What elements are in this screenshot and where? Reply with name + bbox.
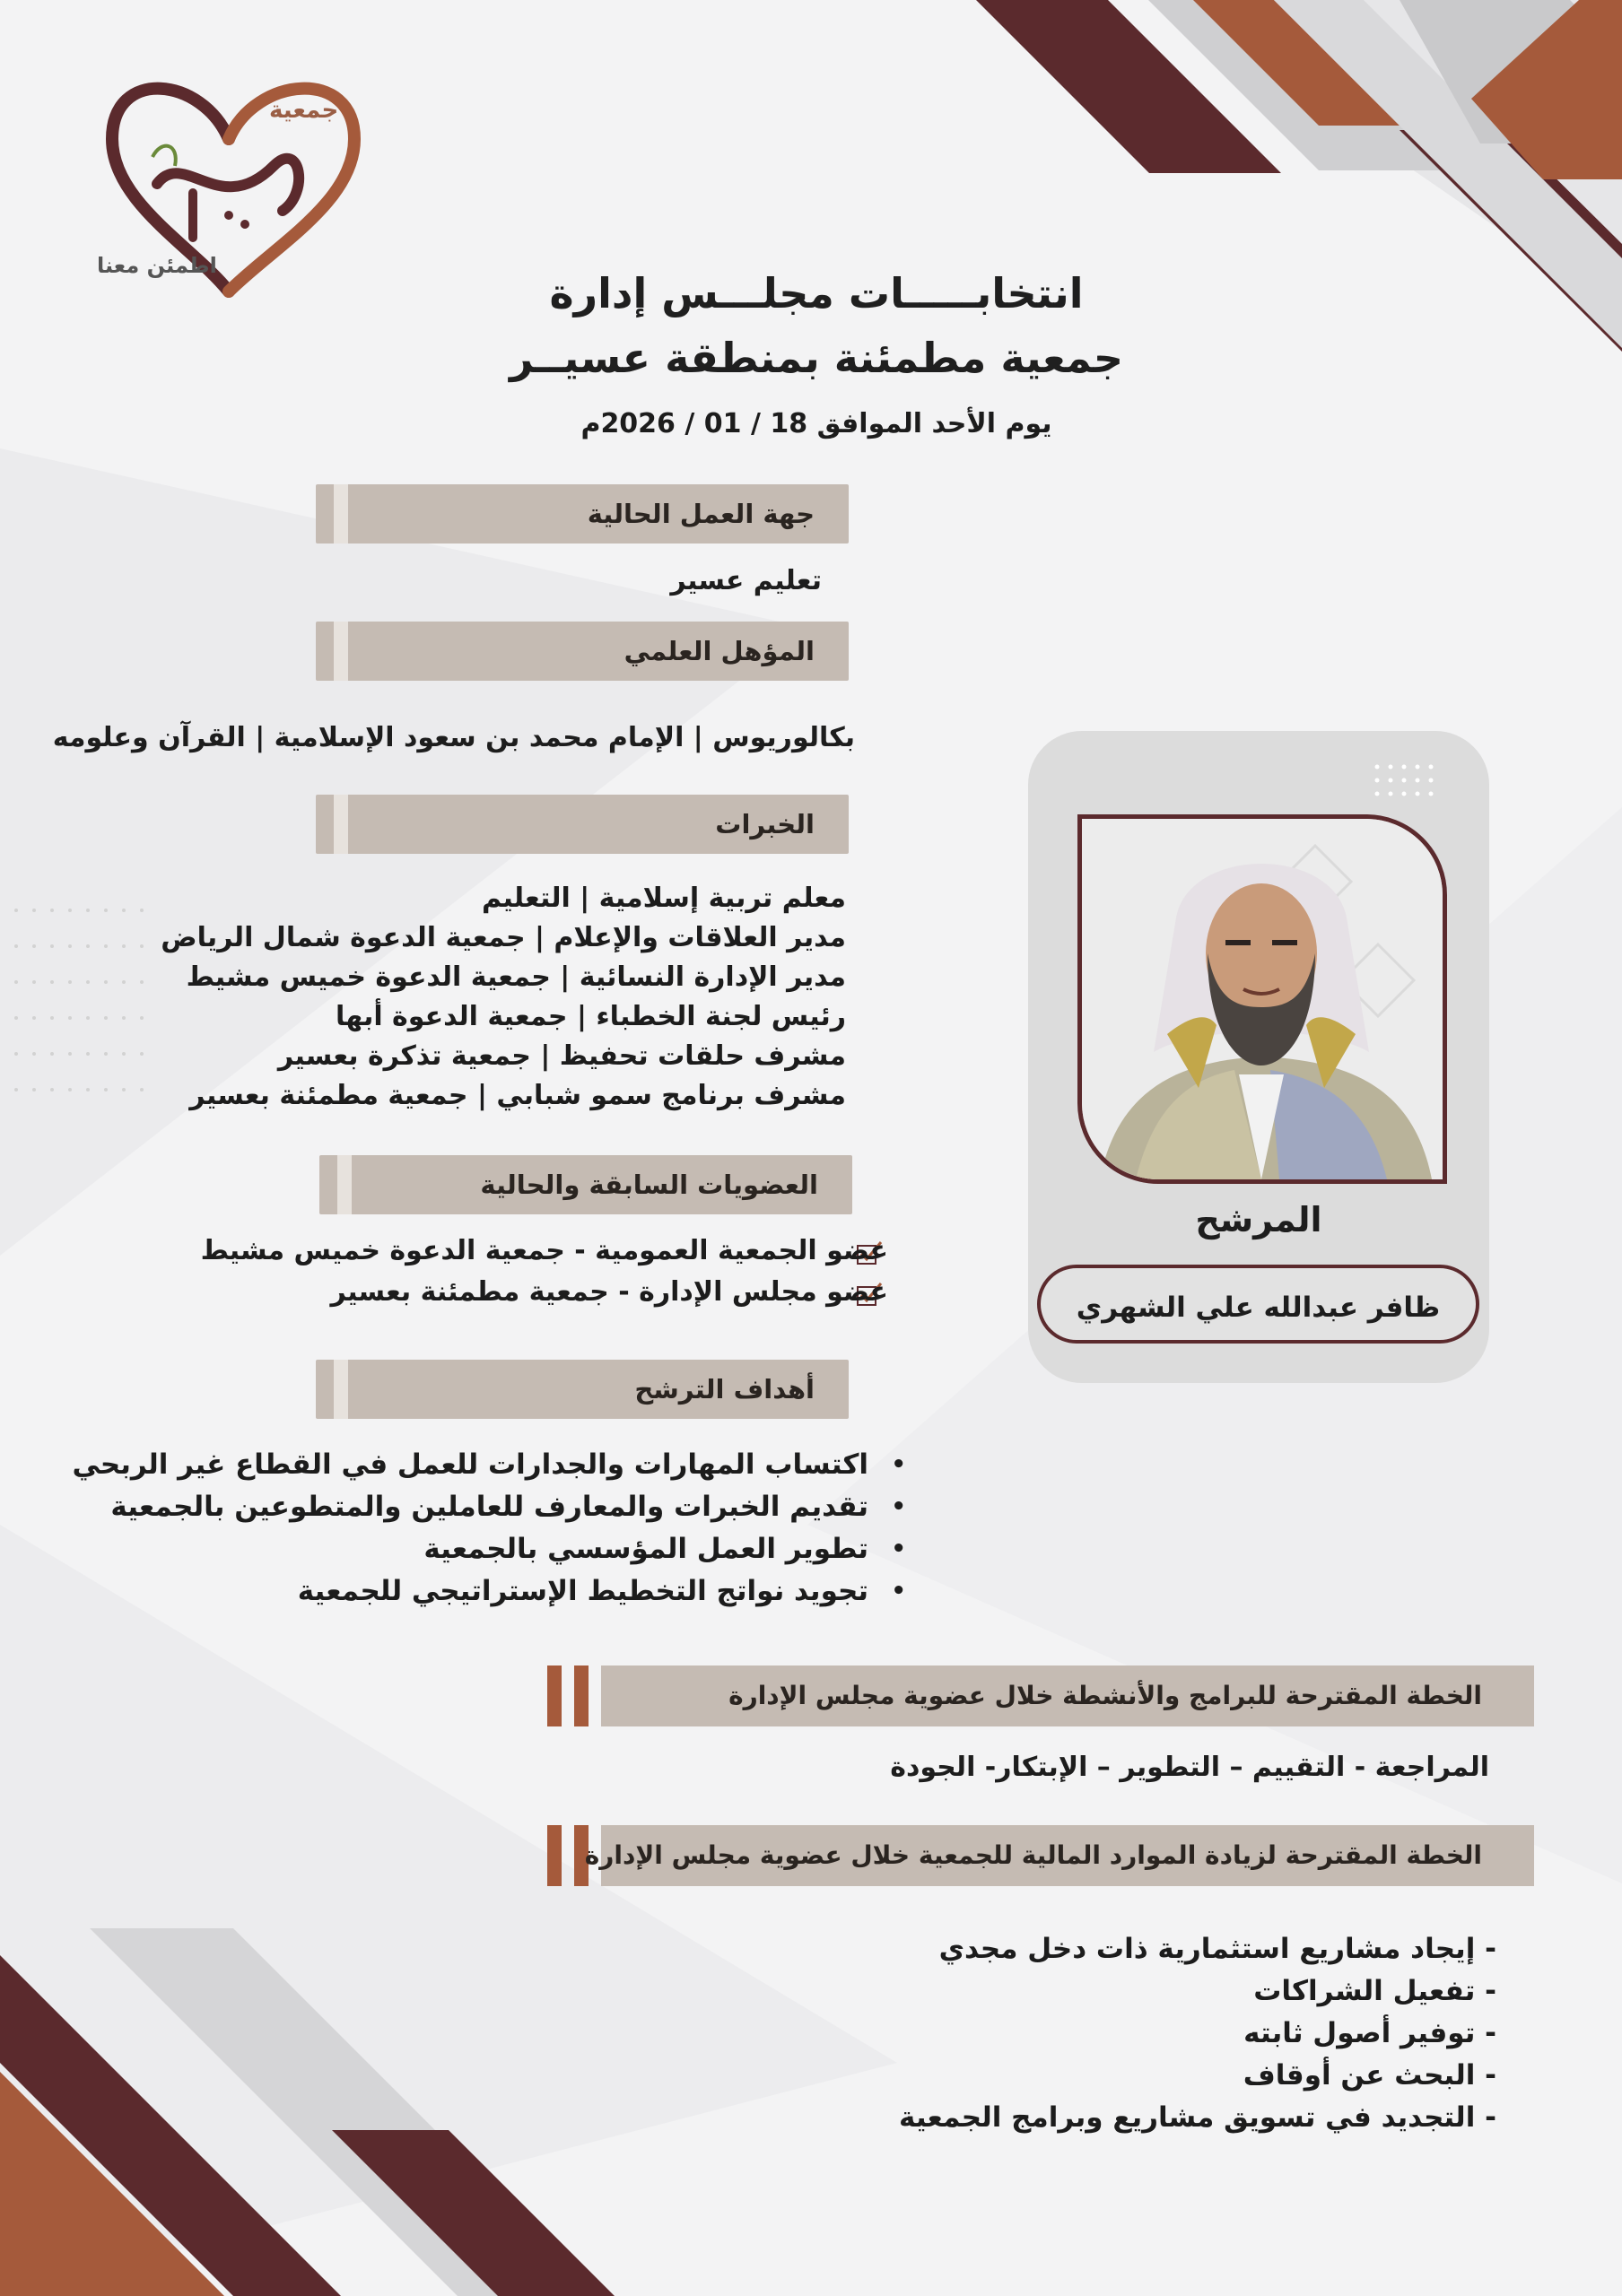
experience-item: مدير الإدارة النسائية | جمعية الدعوة خميس مشيط [186,961,846,993]
workplace-value: تعليم عسير [670,565,822,596]
section-bar-qualification [316,622,849,681]
section-bar-goals [316,1360,849,1419]
experience-list [161,879,846,1116]
resources-plan-item: - توفير أصول ثابته [1243,2017,1496,2049]
goal-item: • تطوير العمل المؤسسي بالجمعية [72,1528,868,1570]
candidate-label: المرشح [1195,1200,1322,1239]
card-dot-pattern [1373,762,1444,807]
page-title-line2: جمعية مطمئنة بمنطقة عسيــر [509,334,1124,382]
logo-word: جمعية [269,97,339,124]
section-label-workplace: جهة العمل الحالية [587,499,815,529]
section-bar-program-plan [601,1665,1534,1726]
section-label-memberships: العضويات السابقة والحالية [480,1170,818,1200]
candidate-photo [1077,814,1447,1184]
section-label-goals: أهداف الترشح [634,1374,815,1405]
goal-item: • اكتساب المهارات والجدارات للعمل في القطاع غير الربحي [72,1444,868,1486]
membership-item: عضو الجمعية العمومية - جمعية الدعوة خميس مشيط [200,1235,888,1266]
section-label-qualification: المؤهل العلمي [624,636,815,666]
resources-plan-item: - البحث عن أوقاف [1243,2059,1496,2092]
experience-item: مشرف حلقات تحفيظ | جمعية تذكرة بعسير [277,1040,846,1072]
section-label-experience: الخبرات [715,809,815,839]
experience-item: مدير العلاقات والإعلام | جمعية الدعوة شمال الرياض [161,922,846,953]
section-label-resources-plan: الخطة المقترحة لزيادة الموارد المالية للجمعية خلال عضوية مجلس الإدارة [584,1840,1482,1870]
goal-item: • تجويد نواتج التخطيط الإستراتيجي للجمعية [72,1570,868,1613]
decorative-double-bar [547,1665,590,1726]
experience-item: مشرف برنامج سمو شبابي | جمعية مطمئنة بعسير [189,1080,846,1111]
qualification-value: بكالوريوس | الإمام محمد بن سعود الإسلامية | القرآن وعلومه [52,722,855,753]
resources-plan-item: - التجديد في تسويق مشاريع وبرامج الجمعية [899,2101,1496,2134]
election-date: يوم الأحد الموافق 18 / 01 / 2026م [580,408,1052,439]
resources-plan-item: - تفعيل الشراكات [1253,1975,1496,2007]
experience-item: رئيس لجنة الخطباء | جمعية الدعوة أبها [336,1001,846,1032]
membership-item: عضو مجلس الإدارة - جمعية مطمئنة بعسير [330,1276,888,1308]
page-title-line1: انتخابـــــات مجلـــس إدارة [549,269,1084,317]
experience-item: معلم تربية إسلامية | التعليم [482,883,846,914]
section-bar-workplace [316,484,849,544]
resources-plan-item: - إيجاد مشاريع استثمارية ذات دخل مجدي [938,1933,1496,1965]
section-bar-memberships [319,1155,852,1214]
section-bar-experience [316,795,849,854]
section-label-program-plan: الخطة المقترحة للبرامج والأنشطة خلال عضوية مجلس الإدارة [728,1681,1482,1710]
candidate-portrait-image [1082,819,1443,1179]
candidate-name: ظافر عبدالله علي الشهري [1037,1265,1479,1344]
section-bar-resources-plan [584,1825,1534,1886]
logo-slogan: اطمئن معنا [97,253,217,278]
program-plan-value: المراجعة - التقييم – التطوير – الإبتكار- الجودة [890,1752,1489,1783]
goal-item: • تقديم الخبرات والمعارف للعاملين والمتطوعين بالجمعية [72,1486,868,1528]
goals-list [72,1444,868,1613]
resources-plan-list [899,1928,1496,2139]
